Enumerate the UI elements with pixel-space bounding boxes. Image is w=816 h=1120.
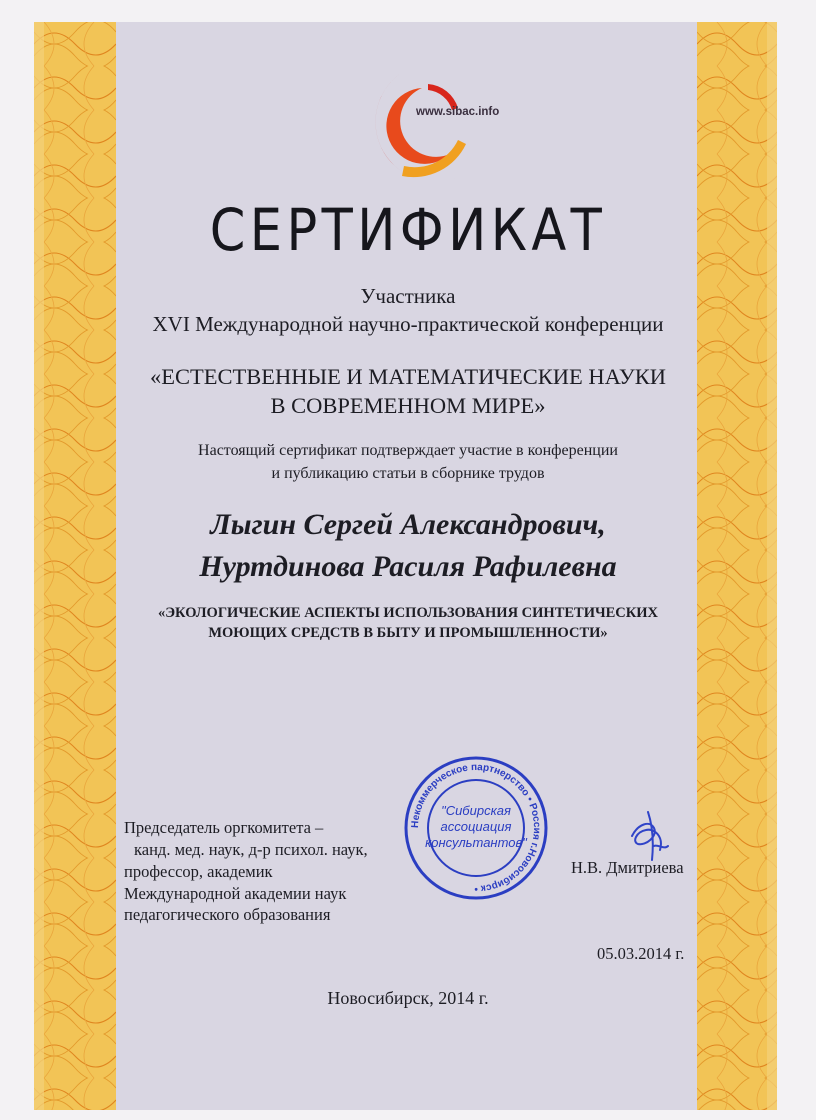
chair-credentials-line: Председатель оргкомитета – <box>124 818 324 837</box>
organization-stamp <box>400 755 552 901</box>
conference-name: XVI Международной научно-практической конференции <box>152 312 664 336</box>
conference-title-line: В СОВРЕМЕННОМ МИРЕ» <box>270 393 546 418</box>
issue-place-year: Новосибирск, 2014 г. <box>327 988 489 1008</box>
paper-title-line: МОЮЩИХ СРЕДСТВ В БЫТУ И ПРОМЫШЛЕННОСТИ» <box>208 625 608 641</box>
chair-credentials-line: педагогического образования <box>124 905 331 924</box>
chair-credentials-line: профессор, академик <box>124 862 273 881</box>
conference-title-line: «ЕСТЕСТВЕННЫЕ И МАТЕМАТИЧЕСКИЕ НАУКИ <box>149 364 667 389</box>
signature-mark <box>624 806 674 862</box>
confirmation-text-line: Настоящий сертификат подтверждает участие в конференции <box>198 442 618 459</box>
logo-url: www.sibac.info <box>416 106 500 118</box>
confirmation-text-line: и публикацию статьи в сборнике трудов <box>271 465 545 482</box>
chair-credentials-line: Международной академии наук <box>124 884 347 903</box>
certificate-title: СЕРТИФИКАТ <box>209 196 607 264</box>
svg-text:консультантов": консультантов" <box>425 835 527 850</box>
participant-name: Лыгин Сергей Александрович, <box>210 508 606 541</box>
signer-name: Н.В. Дмитриева <box>571 858 684 877</box>
paper-title-line: «ЭКОЛОГИЧЕСКИЕ АСПЕКТЫ ИСПОЛЬЗОВАНИЯ СИНТЕТИЧЕСКИХ <box>157 605 659 621</box>
participant-name: Нуртдинова Расиля Рафилевна <box>199 550 617 583</box>
chair-credentials-line: канд. мед. наук, д-р психол. наук, <box>134 840 368 859</box>
svg-text:"Сибирская: "Сибирская <box>441 803 511 818</box>
svg-text:Некоммерческое партнерство • Р: Некоммерческое партнерство • Россия г.Новосибирск • <box>409 761 543 895</box>
participant-role: Участника <box>360 284 456 308</box>
sibac-logo-icon <box>340 58 520 188</box>
svg-text:ассоциация: ассоциация <box>440 819 512 834</box>
issue-date: 05.03.2014 г. <box>597 944 685 963</box>
